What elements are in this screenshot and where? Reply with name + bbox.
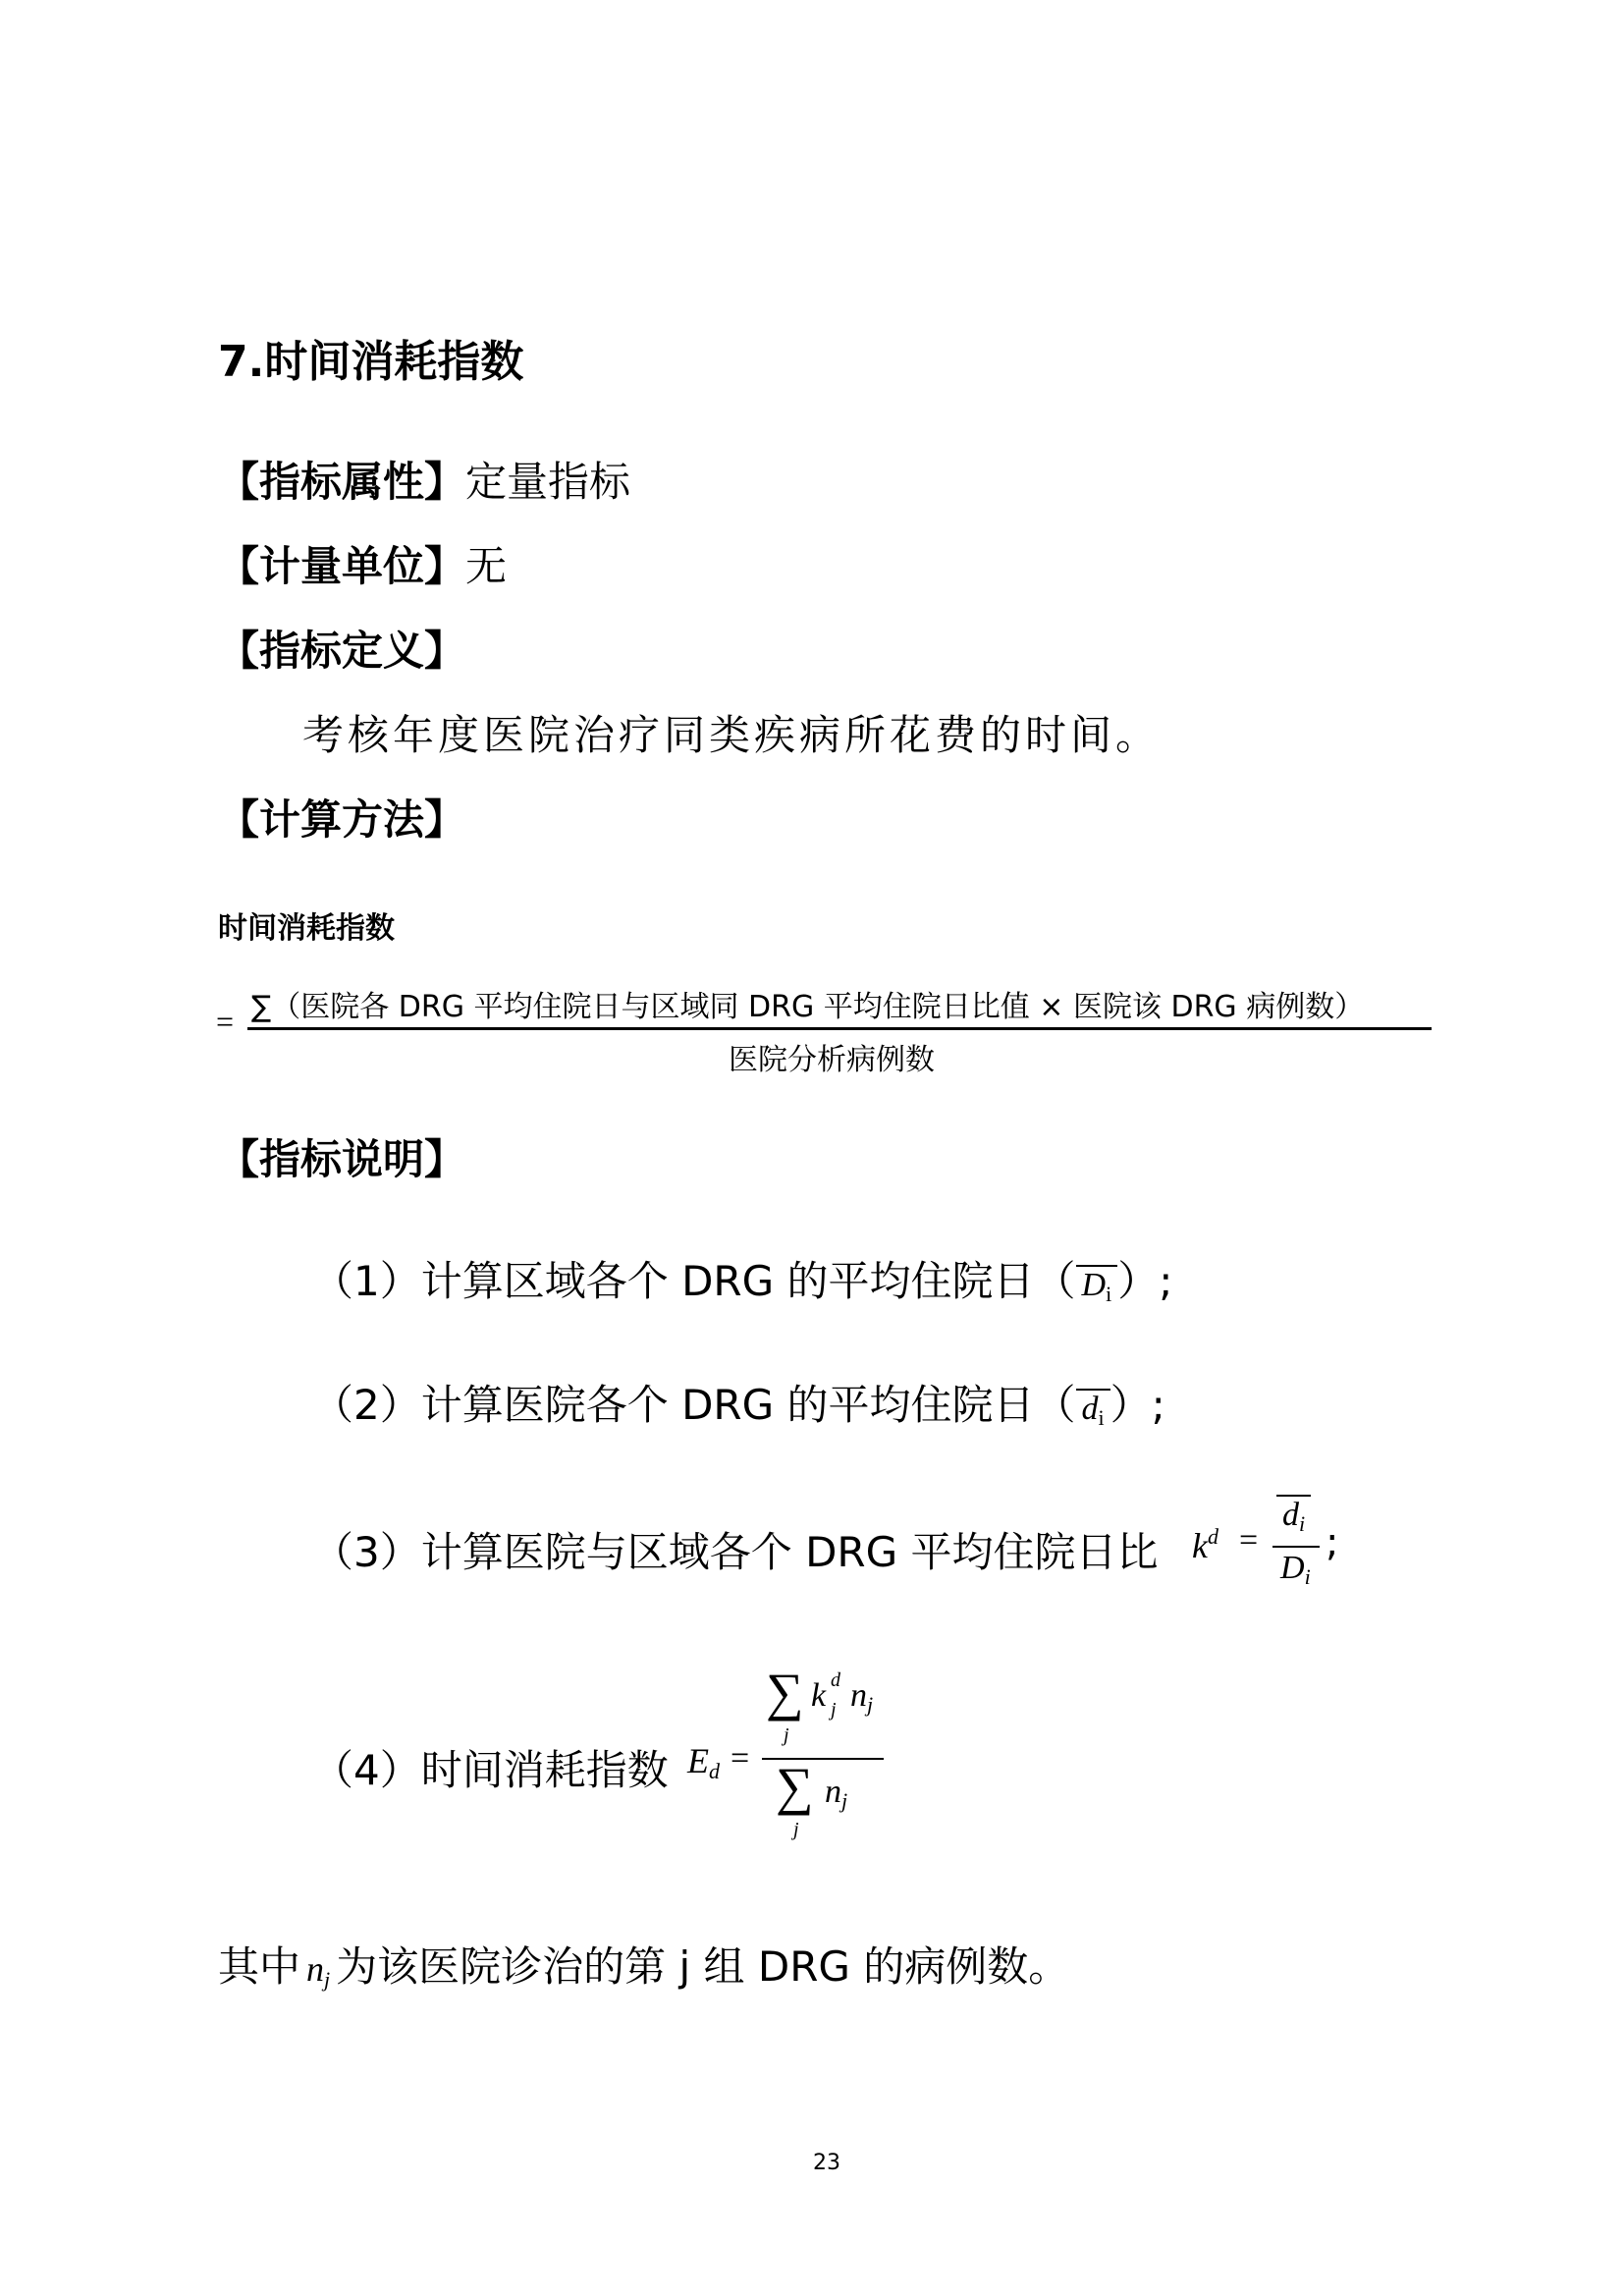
- step-1-text: （1）计算区域各个 DRG 的平均住院日（: [312, 1257, 1076, 1305]
- formula-denominator: 医院分析病例数: [729, 1043, 935, 1077]
- unit-row: [218, 534, 507, 593]
- step-4-den-index: j: [793, 1819, 799, 1840]
- step-3-end: ;: [1326, 1520, 1339, 1565]
- step-1: [312, 1249, 1172, 1308]
- step-4-num-k-sup: d: [831, 1669, 840, 1691]
- unit-value: 无: [465, 542, 508, 590]
- property-label: 【指标属性】: [218, 458, 466, 506]
- page-number: 23: [813, 2151, 840, 2175]
- unit-label: 【计量单位】: [218, 542, 466, 590]
- step-1-end: ）;: [1117, 1257, 1173, 1305]
- definition-label: 【指标定义】: [218, 627, 466, 675]
- formula-name: 时间消耗指数: [218, 911, 395, 946]
- step-3-k: $k^d$: [1192, 1524, 1218, 1565]
- formula-numerator: ∑（医院各 DRG 平均住院日与区域同 DRG 平均住院日比值 × 医院该 DRG 病例数）: [251, 990, 1365, 1024]
- note: [218, 1935, 1069, 1994]
- step-2-end: ）;: [1110, 1381, 1165, 1429]
- step-2-symbol: $d_i$: [1076, 1389, 1110, 1431]
- step-4-E: $E_d$: [687, 1741, 720, 1783]
- section-title: 7.时间消耗指数: [218, 337, 524, 387]
- definition-text: 考核年度医院治疗同类疾病所花费的时间。: [302, 711, 1162, 759]
- step-3-denominator: $D_i$: [1280, 1550, 1311, 1589]
- step-3-numerator: $d_i$: [1276, 1495, 1311, 1537]
- note-prefix: 其中: [218, 1942, 301, 1991]
- note-symbol: $n_j$: [306, 1949, 331, 1992]
- formula-fraction-line: [247, 1027, 1432, 1030]
- step-3-text: （3）计算医院与区域各个 DRG 平均住院日比: [312, 1528, 1159, 1576]
- step-3-equals: =: [1239, 1522, 1259, 1558]
- step-4-equals: =: [731, 1740, 750, 1777]
- step-4-num-sigma: ∑: [766, 1663, 804, 1722]
- step-4-den-n: $n_j$: [825, 1774, 848, 1813]
- step-1-symbol: $D_i$: [1076, 1265, 1118, 1307]
- step-4-num-index: j: [784, 1724, 789, 1746]
- step-4-num-k: k: [811, 1677, 827, 1714]
- step-3-fraction-line: [1272, 1546, 1320, 1548]
- explanation-label: 【指标说明】: [218, 1135, 466, 1183]
- step-4-text: （4）时间消耗指数: [312, 1746, 669, 1794]
- property-row: [218, 450, 630, 509]
- step-2: [312, 1373, 1165, 1432]
- method-label: 【计算方法】: [218, 795, 466, 844]
- formula-equals: =: [216, 1004, 235, 1039]
- step-4-den-sigma: ∑: [776, 1757, 814, 1816]
- step-2-text: （2）计算医院各个 DRG 的平均住院日（: [312, 1381, 1076, 1429]
- step-4-num-k-sub: j: [831, 1699, 837, 1721]
- note-suffix: 为该医院诊治的第 j 组 DRG 的病例数。: [336, 1942, 1070, 1991]
- property-value: 定量指标: [465, 458, 631, 506]
- step-4-num-n: $n_j$: [850, 1677, 874, 1717]
